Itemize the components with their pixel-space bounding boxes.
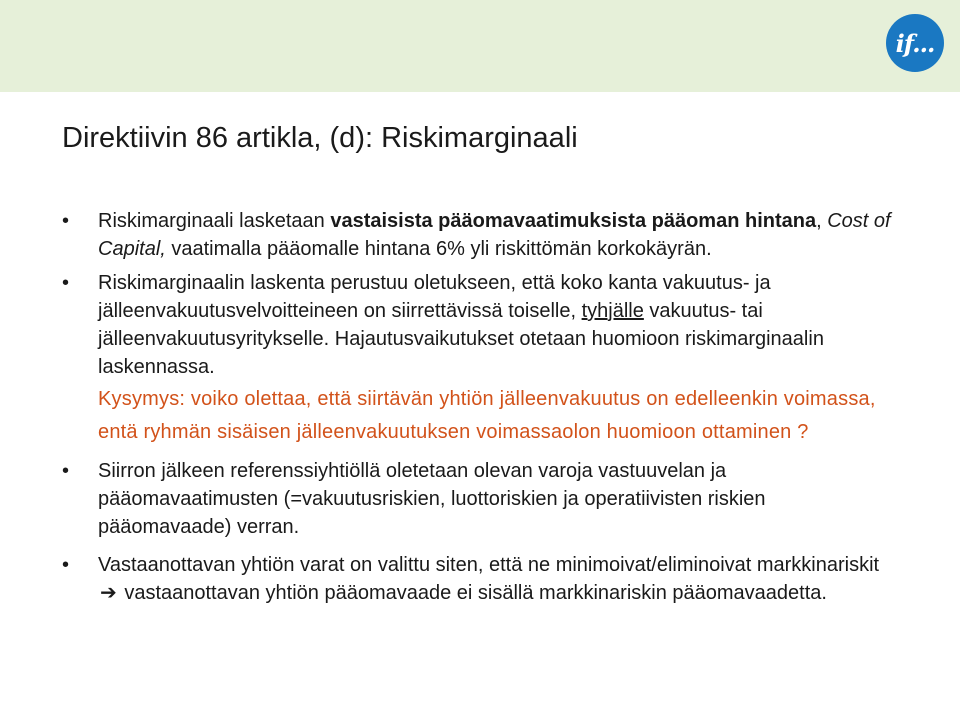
if-logo bbox=[886, 14, 944, 72]
bullet-dot: • bbox=[62, 554, 70, 576]
arrow-right-icon: ➔ bbox=[100, 582, 117, 604]
bullet-item-1: • Riskimarginaali lasketaan vastaisista pääomavaatimuksista pääoman hintana, Cost of Capital, vaatimalla pääomalle hintana 6% yli riskittömän korkokäyrän. bbox=[62, 207, 902, 263]
bullet-item-3: • Siirron jälkeen referenssiyhtiöllä oletetaan olevan varoja vastuuvelan ja pääomavaatimusten (=vakuutusriskien, luottoriskien ja operatiivisten riskien pääomavaade) verran. bbox=[62, 457, 902, 541]
bullet-dot: • bbox=[62, 272, 70, 294]
slide-content bbox=[62, 207, 902, 607]
underlined-word: tyhjälle bbox=[581, 300, 644, 322]
bullet-item-4: • Vastaanottavan yhtiön varat on valittu siten, että ne minimoivat/eliminoivat markkinariskit ➔ vastaanottavan yhtiön pääomavaade ei sisällä markkinariskin pääomavaadetta. bbox=[62, 551, 902, 607]
header-band bbox=[0, 0, 960, 92]
bullet-item-2: • Riskimarginaalin laskenta perustuu oletukseen, että koko kanta vakuutus- ja jälleenvakuutusvelvoitteineen on siirrettävissä toiselle, tyhjälle vakuutus- tai jälleenvakuutusyritykselle. Hajautusvaikutukset otetaan huomioon riskimarginaalin laskennassa. bbox=[62, 269, 902, 381]
bullet-dot: • bbox=[62, 460, 70, 482]
slide-title: Direktiivin 86 artikla, (d): Riskimarginaali bbox=[62, 122, 578, 154]
question-text: Kysymys: voiko olettaa, että siirtävän yhtiön jälleenvakuutus on edelleenkin voimassa, entä ryhmän sisäisen jälleenvakuutuksen voimassaolon huomioon ottaminen ? bbox=[98, 388, 876, 443]
logo-text: if... bbox=[895, 28, 935, 58]
bullet-dot: • bbox=[62, 210, 70, 232]
